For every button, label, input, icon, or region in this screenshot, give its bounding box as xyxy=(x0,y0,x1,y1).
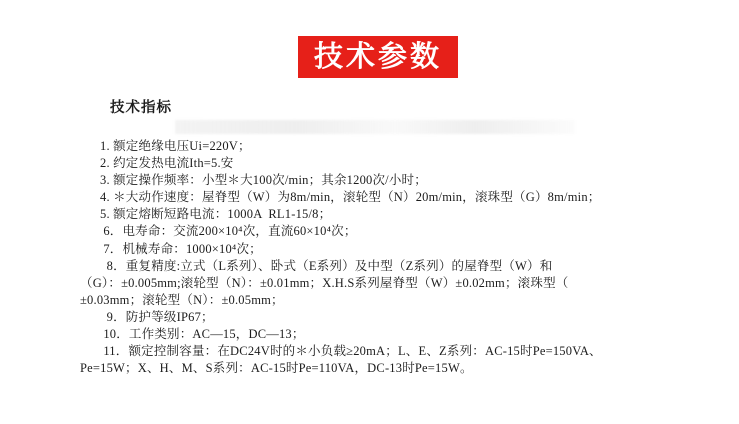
spec-line: 6．电寿命：交流200×10⁴次，直流60×10⁴次； xyxy=(100,224,357,239)
spec-line: ±0.03mm；滚轮型（N）：±0.05mm； xyxy=(80,292,284,307)
section-heading: 技术指标 xyxy=(110,100,172,116)
spec-line: 2. 约定发热电流Ith=5.安 xyxy=(100,156,234,171)
faint-watermark xyxy=(175,120,575,134)
spec-line: （G）：±0.005mm;滚轮型（N）：±0.01mm；X.H.S系列屋脊型（W）±0.02mm；滚珠型（ xyxy=(80,275,569,290)
spec-line: 8．重复精度:立式（L系列）、卧式（E系列）及中型（Z系列）的屋脊型（W）和 xyxy=(100,258,553,273)
page-title-banner xyxy=(298,36,458,78)
spec-line: 9．防护等级IP67； xyxy=(100,309,214,324)
spec-line: 3. 额定操作频率：小型＊大100次/min；其余1200次/小时； xyxy=(100,173,427,188)
spec-line: 5. 额定熔断短路电流：1000A RL1-15/8； xyxy=(100,207,332,222)
spec-line: 11．额定控制容量：在DC24V时的＊小负载≥20mA；L、E、Z系列：AC-15时Pe=150VA、 xyxy=(100,344,602,359)
page-title: 技术参数 xyxy=(313,40,442,73)
spec-line: 4. ＊大动作速度：屋脊型（W）为8m/min，滚轮型（N）20m/min，滚珠型（G）8m/min； xyxy=(100,190,601,205)
spec-line: Pe=15W；X、H、M、S系列：AC-15时Pe=110VA，DC-13时Pe=15W。 xyxy=(80,361,473,376)
spec-line: 10．工作类别：AC—15，DC—13； xyxy=(100,327,305,342)
spec-line: 1. 额定绝缘电压Ui=220V； xyxy=(100,139,251,153)
spec-lines xyxy=(80,138,700,377)
spec-line: 7．机械寿命：1000×10⁴次； xyxy=(100,241,262,256)
